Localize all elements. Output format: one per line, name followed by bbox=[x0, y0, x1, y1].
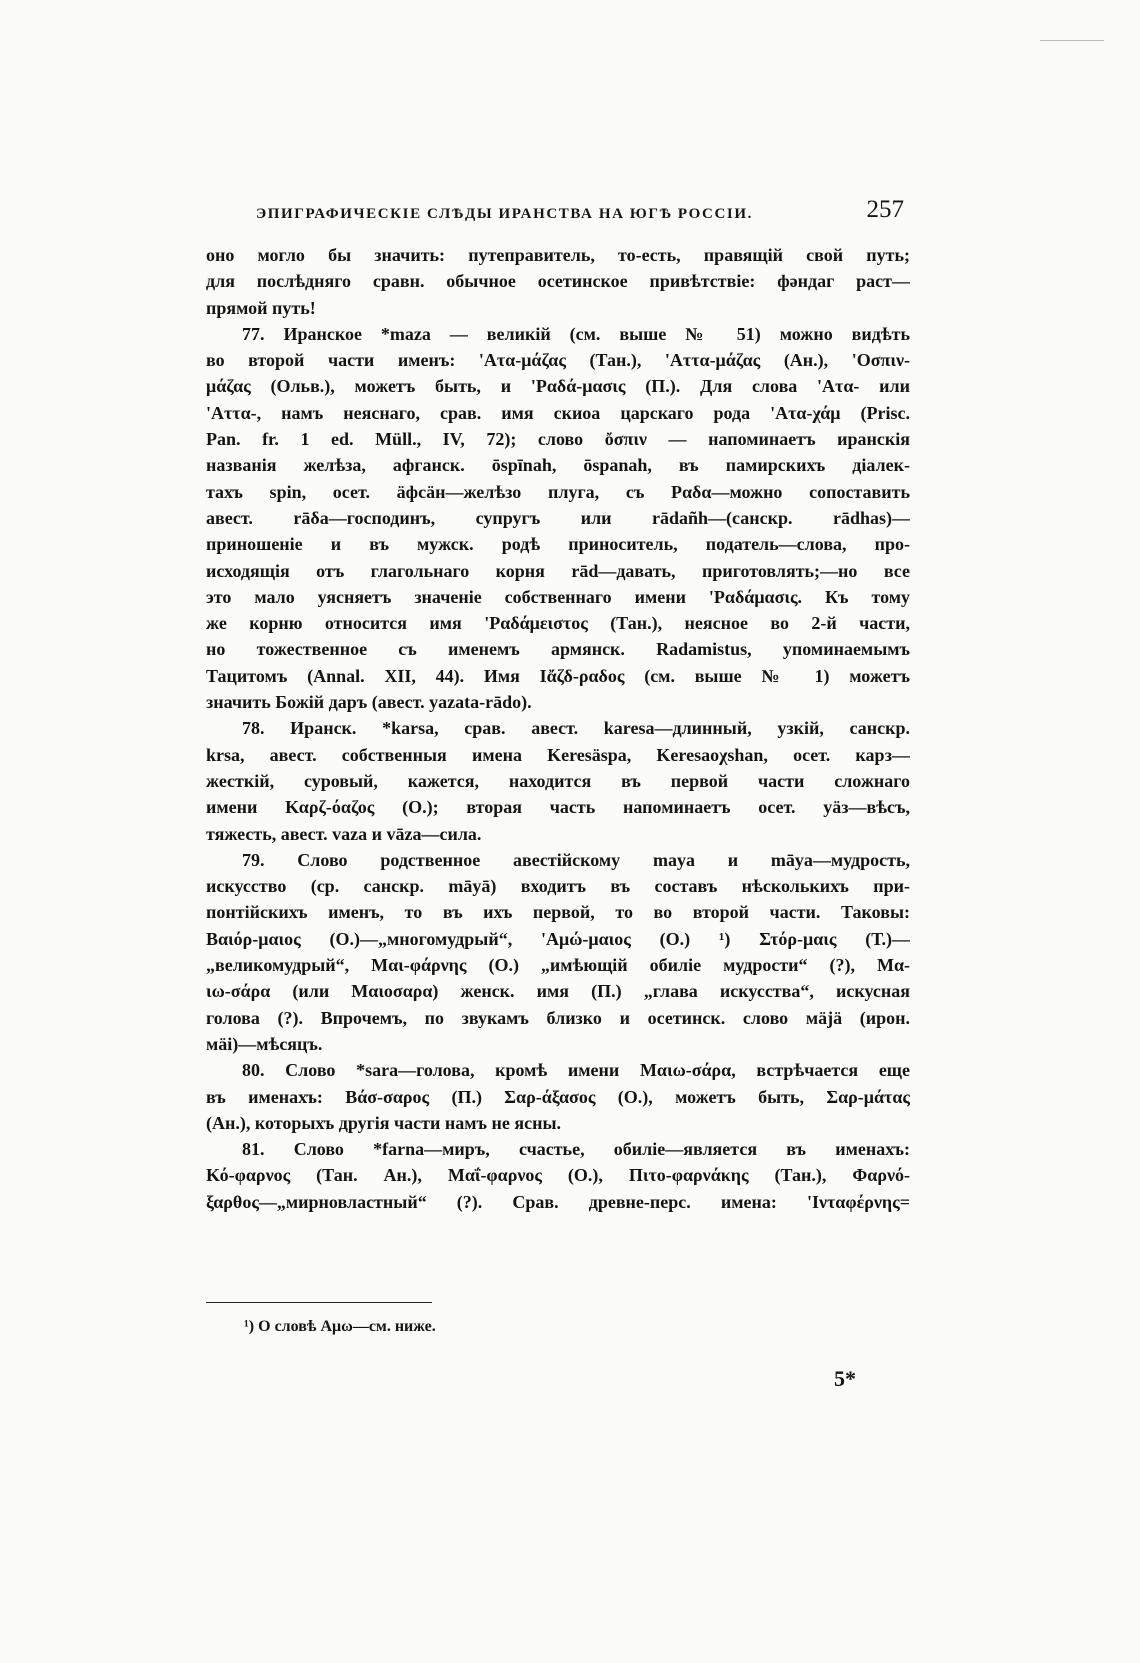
text-line: въ именахъ: Βάσ-σαρος (П.) Σαρ-άξασος (О.), можетъ быть, Σαρ-μάτας bbox=[206, 1086, 910, 1107]
text-line: 79. Слово родственное авестійскому maya и māya—мудрость, bbox=[242, 849, 910, 870]
page-header bbox=[206, 196, 910, 232]
text-line: имени Καρζ-όαζος (О.); вторая часть напоминаетъ осет. уäз—вѣсъ, bbox=[206, 797, 910, 818]
text-line: ιω-σάρα (или Μαιοσαρα) женск. имя (П.) „глава искусства“, искусная bbox=[206, 981, 910, 1002]
page-number: 257 bbox=[866, 196, 904, 223]
text-line: Βαιόρ-μαιος (О.)—„многомудрый“, 'Αμώ-μαιος (О.) ¹) Στόρ-μαις (Т.)— bbox=[206, 928, 910, 949]
text-line: 'Αττα-, намъ неяснаго, срав. имя скиоа царскаго рода 'Ατα-χάμ (Prisc. bbox=[206, 402, 910, 423]
signature-mark: 5* bbox=[834, 1366, 856, 1391]
text-line: 80. Слово *sara—голова, кромѣ имени Μαιω-σάρα, встрѣчается еще bbox=[242, 1060, 910, 1081]
text-line: Pan. fr. 1 ed. Müll., IV, 72); слово ὄσπιν — напоминаетъ иранскія bbox=[206, 429, 910, 450]
text-line: μάζας (Ольв.), можетъ быть, и 'Ραδά-μασις (П.). Для слова 'Ατα- или bbox=[206, 376, 910, 397]
text-line: (Ан.), которыхъ другія части намъ не ясны. bbox=[206, 1112, 562, 1133]
text-line: же корню относится имя 'Ραδάμειστος (Тан.), неясное во 2-й части, bbox=[206, 613, 910, 634]
body-text bbox=[206, 242, 910, 1215]
text-line: мäi)—мѣсяцъ. bbox=[206, 1033, 323, 1054]
text-line: Κό-φαρνος (Тан. Ан.), Μαΐ-φαρνος (О.), Πιτο-φαρνάκης (Тан.), Φαρνό- bbox=[206, 1165, 910, 1186]
text-line: жесткій, суровый, кажется, находится въ первой части сложнаго bbox=[206, 770, 910, 791]
text-line: авест. rāδa—господинъ, супругъ или rādañh—(санскр. rādhas)— bbox=[206, 507, 910, 528]
text-line: голова (?). Впрочемъ, по звукамъ близко и осетинск. слово мäjä (ирон. bbox=[206, 1007, 910, 1028]
text-line: значить Божій даръ (авест. yazata-rādo). bbox=[206, 692, 532, 713]
text-line: но тожественное съ именемъ армянск. Radamistus, упоминаемымъ bbox=[206, 639, 910, 660]
text-line: оно могло бы значить: путеправитель, то-есть, правящій свой путь; bbox=[206, 245, 910, 265]
text-line: „великомудрый“, Μαι-φάρνης (О.) „имѣющій обиліе мудрости“ (?), Μα- bbox=[206, 955, 910, 976]
corner-rule bbox=[1040, 40, 1104, 41]
text-line: во второй части именъ: 'Ατα-μάζας (Тан.), 'Αττα-μάζας (Ан.), 'Οσπιν- bbox=[206, 350, 910, 371]
text-line: тяжесть, авест. vaza и vāza—сила. bbox=[206, 823, 482, 844]
text-line: Тацитомъ (Annal. XII, 44). Имя Ιἄζδ-ραδος (см. выше № 1) можетъ bbox=[206, 665, 910, 686]
text-line: для послѣдняго сравн. обычное осетинское привѣтствіе: фәндаг раст— bbox=[206, 271, 910, 292]
text-line: исходящія отъ глагольнаго корня rād—давать, приготовлять;—но все bbox=[206, 560, 910, 581]
text-line: тахъ spin, осет. äфсäн—желѣзо плуга, съ Ραδα—можно сопоставить bbox=[206, 481, 910, 502]
running-head: ЭПИГРАФИЧЕСКІЕ СЛѢДЫ ИРАНСТВА НА ЮГѢ РОССІИ. bbox=[256, 206, 753, 222]
text-line: приношеніе и въ мужск. родѣ приноситель, податель—слова, про- bbox=[206, 534, 910, 555]
text-line: krsa, авест. собственныя имена Keresäspa, Keresaoχshan, осет. карз— bbox=[206, 744, 910, 765]
text-line: искусство (ср. санскр. māyā) входитъ въ составъ нѣсколькихъ при- bbox=[206, 876, 910, 897]
text-line: понтійскихъ именъ, то въ ихъ первой, то во второй части. Таковы: bbox=[206, 902, 910, 923]
text-line: ξαρθος—„мирновластный“ (?). Срав. древне-перс. имена: 'Ινταφέρνης= bbox=[206, 1191, 910, 1212]
text-line: 77. Иранское *maza — великій (см. выше № 51) можно видѣть bbox=[242, 323, 910, 344]
text-line: 78. Иранск. *karsa, срав. авест. karesa—длинный, узкій, санскр. bbox=[242, 718, 910, 739]
text-line: названія желѣза, афганск. ōspīnah, ōspanah, въ памирскихъ діалек- bbox=[206, 455, 910, 476]
text-line: 81. Слово *farna—миръ, счастье, обиліе—является въ именахъ: bbox=[242, 1139, 910, 1160]
text-line: это мало уясняетъ значеніе собственнаго имени 'Ραδάμασις. Къ тому bbox=[206, 586, 910, 607]
text-line: прямой путь! bbox=[206, 297, 316, 318]
footnote-rule bbox=[206, 1302, 432, 1303]
footnote: ¹) О словѣ Αμω—см. ниже. bbox=[244, 1318, 436, 1335]
